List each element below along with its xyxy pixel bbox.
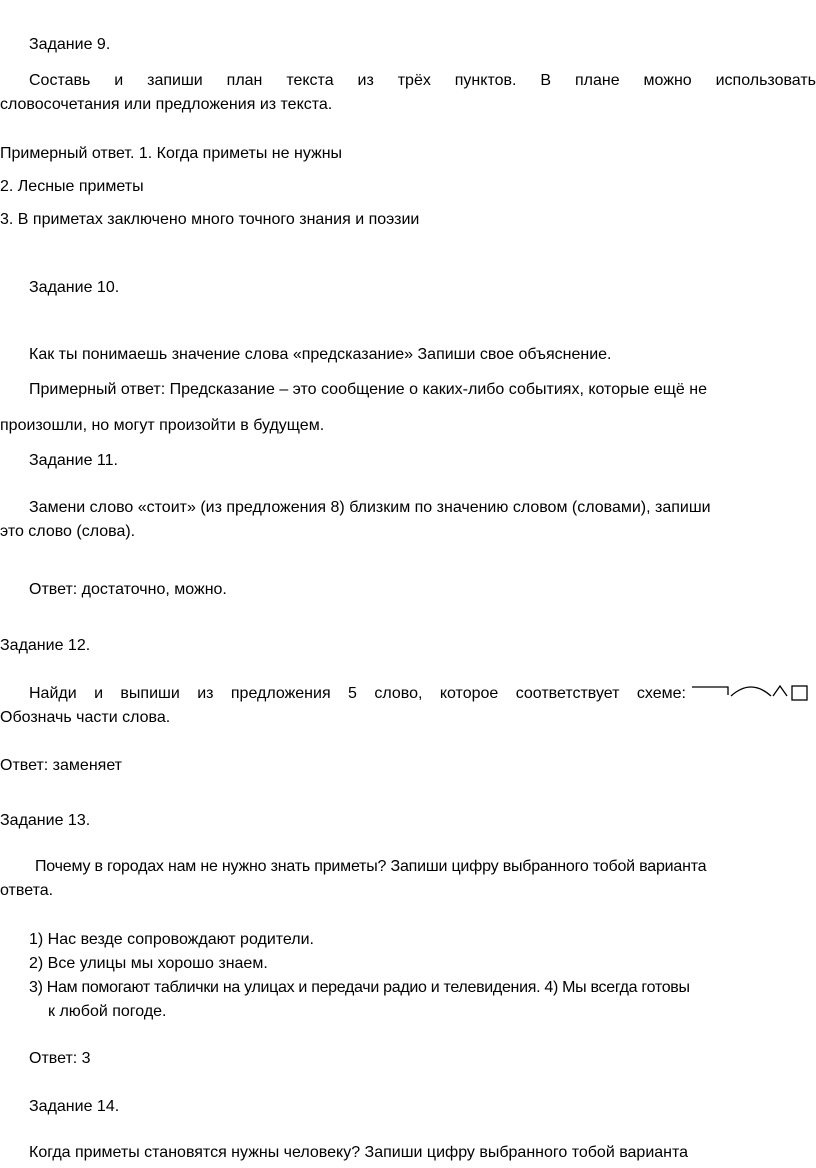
task12-question-word: Найди [29, 685, 77, 702]
task12-question-word: соответствует [515, 685, 620, 702]
task9-answer-line1: Примерный ответ. 1. Когда приметы не нужны [0, 145, 343, 162]
task12-question-word: 5 [348, 685, 357, 702]
task9-instruction-line1 [29, 71, 816, 91]
task12-question-word: предложения [230, 685, 331, 702]
root-mark [731, 687, 771, 696]
task9-instruction-word: и [114, 72, 124, 89]
task9-instruction-word: трёх [397, 72, 431, 89]
task13-heading: Задание 13. [0, 812, 91, 829]
task9-instruction-word: план [226, 72, 263, 89]
task13-option3-line1: 3) Нам помогают таблички на улицах и передачи радио и телевидения. 4) Мы всегда готовы [29, 979, 690, 996]
task13-option3-line2: к любой погоде. [48, 1003, 167, 1020]
task10-answer-line1: Примерный ответ: Предсказание – это сообщение о каких-либо событиях, которые ещё не [29, 381, 707, 398]
task12-question-word: из [197, 685, 214, 702]
task11-heading: Задание 11. [29, 452, 118, 469]
task9-heading: Задание 9. [29, 36, 111, 53]
task13-answer: Ответ: 3 [29, 1050, 91, 1067]
task10-question: Как ты понимаешь значение слова «предсказание» Запиши свое объяснение. [29, 346, 612, 363]
task11-question-line1: Замени слово «стоит» (из предложения 8) близким по значению словом (словами), запиши [29, 499, 711, 516]
task9-instruction-word: можно [643, 72, 692, 89]
task11-answer: Ответ: достаточно, можно. [29, 581, 227, 598]
task9-instruction-word: В [540, 72, 552, 89]
task13-option2: 2) Все улицы мы хорошо знаем. [29, 955, 268, 972]
task11-question-line2: это слово (слова). [0, 523, 136, 540]
task13-question-line1: Почему в городах нам не нужно знать приметы? Запиши цифру выбранного тобой варианта [35, 858, 707, 875]
task9-instruction-word: Составь [29, 72, 91, 89]
task12-heading: Задание 12. [0, 637, 91, 654]
task10-heading: Задание 10. [29, 279, 120, 296]
task13-question-line2: ответа. [0, 882, 54, 899]
prefix-mark [692, 687, 728, 695]
task14-question-line1: Когда приметы становятся нужны человеку? Запиши цифру выбранного тобой варианта [29, 1144, 689, 1161]
suffix-mark [773, 686, 787, 696]
task13-option1: 1) Нас везде сопровождают родители. [29, 931, 314, 948]
task12-question-word: выпиши [120, 685, 180, 702]
task9-answer-line2: 2. Лесные приметы [0, 178, 144, 195]
task9-instruction-line2: словосочетания или предложения из текста. [0, 96, 333, 113]
task12-question-word: схеме: [636, 685, 686, 702]
task12-question-line1 [29, 684, 686, 704]
task9-answer-line3: 3. В приметах заключено много точного знания и поэзии [0, 211, 420, 228]
ending-mark [792, 686, 807, 700]
task12-answer: Ответ: заменяет [0, 757, 123, 774]
task14-heading: Задание 14. [29, 1098, 120, 1115]
task9-instruction-word: запиши [147, 72, 203, 89]
task9-instruction-word: плане [574, 72, 620, 89]
task12-question-line2: Обозначь части слова. [0, 709, 171, 726]
task9-instruction-word: текста [286, 72, 334, 89]
task9-instruction-word: использовать [715, 72, 816, 89]
task9-instruction-word: пунктов. [454, 72, 517, 89]
task9-instruction-word: из [357, 72, 374, 89]
task10-answer-line2: произошли, но могут произойти в будущем. [0, 417, 325, 434]
task12-question-word: и [94, 685, 104, 702]
morpheme-scheme [690, 681, 816, 705]
task12-question-word: слово, [374, 685, 423, 702]
task12-question-word: которое [439, 685, 499, 702]
